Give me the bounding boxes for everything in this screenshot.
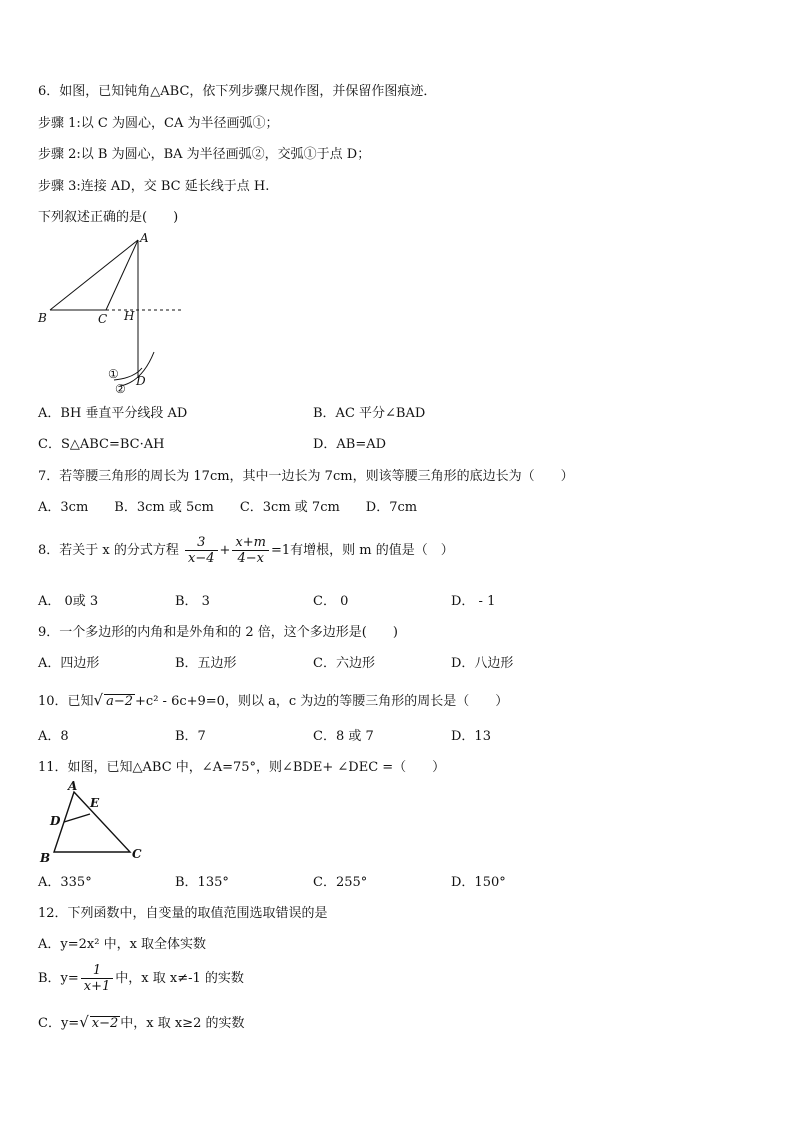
q10-radicand: a−2 bbox=[106, 694, 134, 709]
radical-sign-icon: √ bbox=[79, 1013, 89, 1031]
q11-segment-de bbox=[64, 814, 90, 822]
q6-step2: 步骤 2:以 B 为圆心，BA 为半径画弧②，交弧①于点 D； bbox=[38, 147, 371, 162]
q6-ask: 下列叙述正确的是( ) bbox=[38, 210, 179, 225]
q6-label-arc1: ① bbox=[108, 367, 119, 381]
q9-option-a[interactable]: A．四边形 bbox=[38, 656, 100, 671]
q11-label-e: E bbox=[90, 796, 100, 810]
q6-option-d[interactable]: D．AB=AD bbox=[313, 437, 387, 452]
q11-stem: 11．如图，已知△ABC 中，∠A=75°，则∠BDE+ ∠DEC =（ ） bbox=[38, 760, 446, 775]
q9-stem: 9．一个多边形的内角和是外角和的 2 倍，这个多边形是( ) bbox=[38, 625, 398, 640]
q11-option-a[interactable]: A．335° bbox=[38, 875, 92, 890]
q7-options[interactable]: A．3cm B．3cm 或 5cm C．3cm 或 7cm D．7cm bbox=[38, 500, 418, 515]
q8-fraction-1-denominator: x−4 bbox=[188, 551, 215, 566]
q8-option-c[interactable]: C． 0 bbox=[313, 594, 349, 609]
q6-label-h: H bbox=[124, 309, 135, 323]
q6-option-c[interactable]: C．S△ABC=BC·AH bbox=[38, 437, 165, 452]
q8-stem bbox=[38, 534, 454, 568]
q12-option-b[interactable] bbox=[38, 962, 244, 996]
q6-label-arc2: ② bbox=[115, 382, 126, 396]
radical-sign-icon: √ bbox=[93, 691, 104, 709]
q6-stem: 6．如图，已知钝角△ABC，依下列步骤尺规作图，并保留作图痕迹． bbox=[38, 84, 437, 99]
q6-step1: 步骤 1:以 C 为圆心，CA 为半径画弧①； bbox=[38, 116, 279, 131]
q12-option-b-suffix: 中，x 取 x≠-1 的实数 bbox=[115, 971, 244, 986]
q12-option-c-suffix: 中，x 取 x≥2 的实数 bbox=[120, 1016, 245, 1031]
q12-option-b-denominator: x+1 bbox=[83, 979, 111, 994]
q10-prefix: 10．已知 bbox=[38, 694, 94, 709]
q8-fraction-2 bbox=[232, 535, 269, 566]
q8-fraction-2-numerator: x+m bbox=[232, 535, 269, 551]
q10-stem bbox=[38, 692, 508, 710]
q8-plus: + bbox=[219, 543, 231, 558]
q11-label-b: B bbox=[40, 851, 51, 865]
q10-option-c[interactable]: C．8 或 7 bbox=[313, 729, 374, 744]
q12-option-b-numerator: 1 bbox=[81, 963, 114, 979]
q6-segment-ba bbox=[50, 240, 138, 310]
q6-label-c: C bbox=[98, 312, 108, 326]
q9-option-b[interactable]: B．五边形 bbox=[175, 656, 237, 671]
q12-option-a[interactable]: A．y=2x² 中，x 取全体实数 bbox=[38, 937, 207, 952]
q11-option-d[interactable]: D．150° bbox=[451, 875, 506, 890]
q8-prefix: 8．若关于 x 的分式方程 bbox=[38, 543, 179, 558]
q10-option-d[interactable]: D．13 bbox=[451, 729, 491, 744]
q9-option-d[interactable]: D．八边形 bbox=[451, 656, 514, 671]
q12-option-b-prefix: B．y= bbox=[38, 971, 79, 986]
q12-option-c[interactable] bbox=[38, 1014, 244, 1032]
q12-option-b-fraction bbox=[81, 963, 114, 994]
q7-stem: 7．若等腰三角形的周长为 17cm，其中一边长为 7cm，则该等腰三角形的底边长为（ ） bbox=[38, 469, 574, 484]
q12-option-c-prefix: C．y= bbox=[38, 1016, 80, 1031]
q11-option-c[interactable]: C．255° bbox=[313, 875, 368, 890]
q6-segment-ca bbox=[106, 240, 138, 310]
q10-option-b[interactable]: B．7 bbox=[175, 729, 206, 744]
q8-option-d[interactable]: D． - 1 bbox=[451, 594, 496, 609]
q8-suffix: =1有增根，则 m 的值是（ ） bbox=[270, 543, 454, 558]
q11-label-d: D bbox=[50, 814, 61, 828]
q12-stem: 12．下列函数中，自变量的取值范围选取错误的是 bbox=[38, 906, 328, 921]
q6-label-a: A bbox=[140, 231, 149, 245]
q11-option-b[interactable]: B．135° bbox=[175, 875, 229, 890]
q11-figure bbox=[34, 780, 154, 866]
q10-suffix: +c² - 6c+9=0，则以 a，c 为边的等腰三角形的周长是（ ） bbox=[135, 694, 509, 709]
q8-fraction-1 bbox=[185, 535, 218, 566]
q8-option-a[interactable]: A． 0或 3 bbox=[38, 594, 99, 609]
q6-label-b: B bbox=[38, 311, 47, 325]
q12-option-c-radicand: x−2 bbox=[91, 1016, 119, 1031]
q8-fraction-1-numerator: 3 bbox=[185, 535, 218, 551]
q10-option-a[interactable]: A．8 bbox=[38, 729, 69, 744]
q6-figure bbox=[30, 228, 190, 400]
q11-label-a: A bbox=[68, 780, 78, 793]
q6-label-d: D bbox=[136, 374, 146, 388]
q6-step3: 步骤 3:连接 AD，交 BC 延长线于点 H. bbox=[38, 179, 270, 194]
q11-label-c: C bbox=[132, 847, 142, 861]
q9-option-c[interactable]: C．六边形 bbox=[313, 656, 375, 671]
q6-option-a[interactable]: A．BH 垂直平分线段 AD bbox=[38, 406, 188, 421]
q8-fraction-2-denominator: 4−x bbox=[237, 551, 264, 566]
q6-option-b[interactable]: B．AC 平分∠BAD bbox=[313, 406, 426, 421]
q8-option-b[interactable]: B． 3 bbox=[175, 594, 210, 609]
